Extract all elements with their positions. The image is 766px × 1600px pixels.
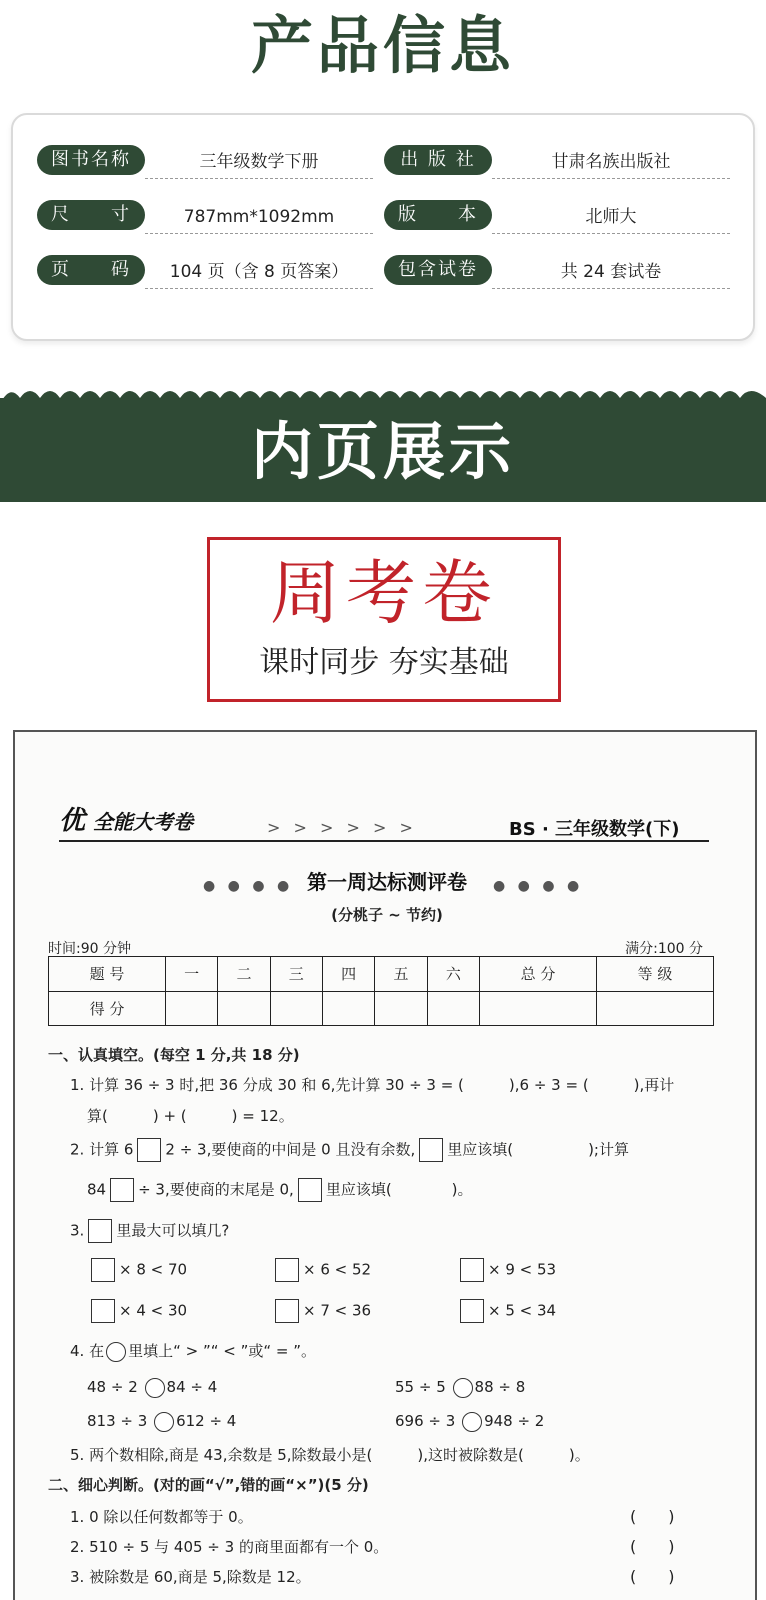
q4-item [395,1376,525,1398]
q3-item-text: × 7 < 36 [303,1301,372,1320]
answer-box [460,1299,484,1323]
q4-item [395,1410,544,1432]
answer-box [137,1138,161,1162]
series-label: BS · 三年级数学(下) [509,819,680,840]
info-row-tests [384,255,730,289]
score-table [48,956,714,1026]
q4-left: 48 ÷ 2 [87,1378,138,1396]
q3-item [87,1258,187,1282]
q3-item-text: × 5 < 34 [488,1301,557,1320]
info-row-publisher [384,145,730,179]
logo-mark: 优 [59,806,86,836]
table-header-cell: 五 [375,957,427,992]
info-row-pages [37,255,373,289]
answer-circle [453,1378,473,1398]
info-value: 104 页（含 8 页答案） [145,255,373,289]
q3-item [271,1258,371,1282]
title-dots-left: ● ● ● ● [203,878,294,894]
score-cell [218,991,270,1026]
q4-left: 696 ÷ 3 [395,1412,456,1430]
answer-box [91,1299,115,1323]
q3-item-text: × 6 < 52 [303,1260,372,1279]
q3-text: 里最大可以填几? [116,1221,230,1240]
table-header-cell: 二 [218,957,270,992]
judge-2: 2. 510 ÷ 5 与 405 ÷ 3 的商里面都有一个 0。 [70,1538,389,1556]
table-row [49,991,714,1026]
table-header-cell: 四 [322,957,374,992]
q3-item [271,1299,371,1323]
question-2-line-1 [70,1138,629,1162]
judge-1: 1. 0 除以任何数都等于 0。 [70,1508,253,1526]
judge-1-answer: ( ) [630,1507,675,1526]
question-5: 5. 两个数相除,商是 43,余数是 5,除数最小是( ),这时被除数是( )。 [70,1446,590,1464]
table-row [49,957,714,992]
info-value: 甘肃名族出版社 [492,145,730,179]
table-header-cell: 一 [165,957,217,992]
info-label: 包含试卷 [384,255,492,285]
q2-text-a: 2. 计算 6 [70,1140,134,1159]
q3-item [456,1258,556,1282]
score-cell [322,991,374,1026]
info-label: 出 版 社 [384,145,492,175]
q2-text-e: ÷ 3,要使商的末尾是 0, [138,1180,294,1199]
answer-box [275,1258,299,1282]
table-header-cell: 等 级 [596,957,713,992]
q4-left: 813 ÷ 3 [87,1412,148,1430]
section-1-heading: 一、认真填空。(每空 1 分,共 18 分) [48,1046,300,1064]
title-dots-right: ● ● ● ● [493,878,584,894]
info-row-edition [384,200,730,234]
question-4 [70,1340,316,1362]
exam-paper-preview [13,730,757,1600]
info-value: 787mm*1092mm [145,200,373,234]
info-label: 版 本 [384,200,492,230]
series-logo [59,800,193,837]
table-header-cell: 六 [427,957,479,992]
q4-text-a: 4. 在 [70,1342,105,1360]
answer-circle [462,1412,482,1432]
judge-2-answer: ( ) [630,1537,675,1556]
answer-circle [154,1412,174,1432]
weekly-test-slogan: 课时同步 夯实基础 [259,645,509,680]
q2-text-d: 84 [87,1180,107,1199]
info-label: 页 码 [37,255,145,285]
score-cell [375,991,427,1026]
q2-text-f: 里应该填( )。 [325,1180,473,1199]
score-cell [270,991,322,1026]
answer-circle [145,1378,165,1398]
table-header-cell: 题 号 [49,957,166,992]
table-header-cell: 总 分 [480,957,597,992]
logo-text: 全能大考卷 [93,810,194,834]
q4-right: 88 ÷ 8 [474,1378,526,1396]
answer-box [275,1299,299,1323]
question-2-line-2 [87,1178,473,1202]
q2-text-b: 2 ÷ 3,要使商的中间是 0 且没有余数, [165,1140,416,1159]
q3-item-text: × 4 < 30 [119,1301,188,1320]
paper-subtitle: (分桃子 ~ 节约) [331,906,443,924]
q4-left: 55 ÷ 5 [395,1378,446,1396]
answer-box [88,1219,112,1243]
q3-item-text: × 8 < 70 [119,1260,188,1279]
info-row-size [37,200,373,234]
info-row-title [37,145,373,179]
table-header-cell: 三 [270,957,322,992]
answer-box [419,1138,443,1162]
score-cell [480,991,597,1026]
inner-pages-title: 内页展示 [250,415,515,488]
q3-item [87,1299,187,1323]
q4-right: 948 ÷ 2 [484,1412,545,1430]
q3-item-text: × 9 < 53 [488,1260,557,1279]
weekly-test-tag [207,537,561,702]
q2-text-c: 里应该填( );计算 [447,1140,629,1159]
table-row-label: 得 分 [49,991,166,1026]
header-rule [59,840,709,842]
info-label: 图书名称 [37,145,145,175]
score-cell [427,991,479,1026]
score-cell [596,991,713,1026]
answer-box [91,1258,115,1282]
q3-item [456,1299,556,1323]
q4-item [87,1376,217,1398]
answer-box [460,1258,484,1282]
section-2-heading: 二、细心判断。(对的画“√”,错的画“×”)(5 分) [48,1476,369,1494]
info-value: 北师大 [492,200,730,234]
answer-circle [106,1342,126,1362]
q4-text-b: 里填上“ > ”“ < ”或“ = ”。 [128,1342,317,1360]
question-1-line-1: 1. 计算 36 ÷ 3 时,把 36 分成 30 和 6,先计算 30 ÷ 3 = ( ),6 ÷ 3 = ( ),再计 [70,1076,675,1094]
weekly-test-label: 周考卷 [270,552,498,634]
answer-box [298,1178,322,1202]
info-value: 三年级数学下册 [145,145,373,179]
q3-number: 3. [70,1221,85,1240]
exam-full-score: 满分:100 分 [625,941,703,957]
score-cell [165,991,217,1026]
info-value: 共 24 套试卷 [492,255,730,289]
exam-time: 时间:90 分钟 [48,941,131,957]
answer-box [110,1178,134,1202]
q4-right: 612 ÷ 4 [176,1412,237,1430]
q4-item [87,1410,236,1432]
q4-right: 84 ÷ 4 [166,1378,218,1396]
product-info-card [11,113,755,341]
judge-3-answer: ( ) [630,1567,675,1586]
header-arrows: > > > > > > [267,818,417,837]
info-label: 尺 寸 [37,200,145,230]
product-info-title: 产品信息 [250,9,515,82]
question-1-line-2: 算( ) + ( ) = 12。 [87,1107,294,1125]
paper-title: 第一周达标测评卷 [307,870,467,894]
judge-3: 3. 被除数是 60,商是 5,除数是 12。 [70,1568,311,1586]
question-3 [70,1219,229,1243]
